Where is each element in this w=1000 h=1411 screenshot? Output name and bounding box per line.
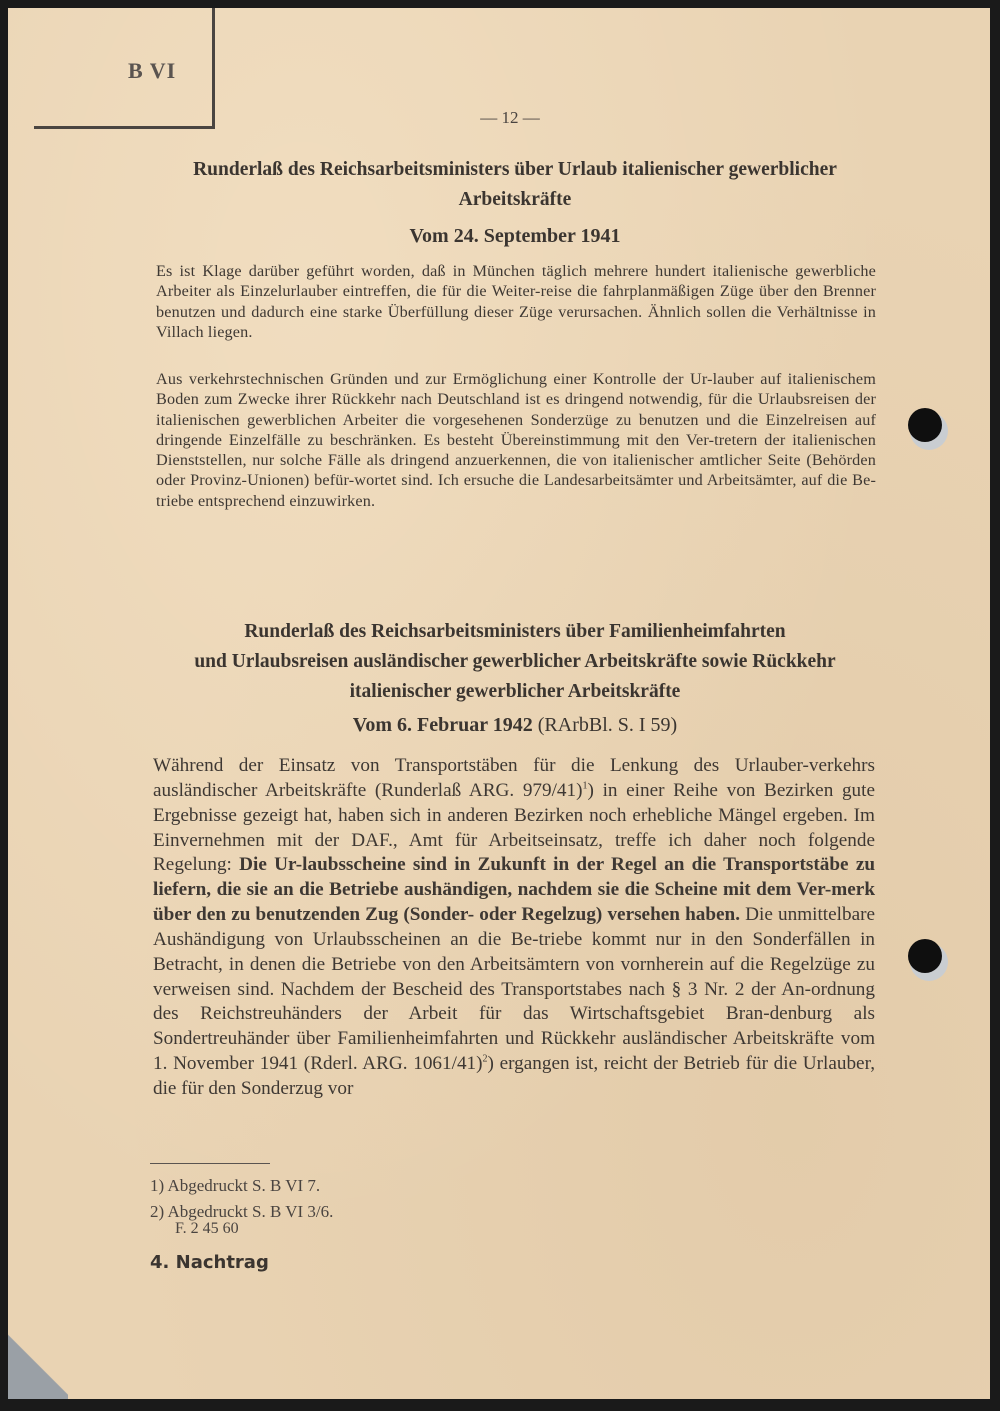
footnote-1 [150, 1175, 320, 1197]
decree1-title-line2: Arbeitskräfte [458, 189, 572, 210]
decree1-date: Vom 24. September 1941 [409, 225, 621, 247]
decree2-text-part2: ) in einer Reihe von Bezirken gute Ergebnisse gezeigt hat, haben sich in anderen Bezirken noch erhebliche Mängel ergeben. Im Einvernehmen mit der DAF., Amt für Arbeitseinsatz, treffe ich daher noch folgende Regelung: [153, 779, 875, 876]
decree2-text-part1: Während der Einsatz von Transportstäben für die Lenkung des Urlauber-verkehrs ausländischer Arbeitskräfte (Runderlaß ARG. 979/41) [153, 755, 875, 801]
punch-hole-icon [908, 939, 942, 973]
page-corner-fold [8, 1329, 68, 1399]
decree1-paragraph2: Aus verkehrstechnischen Gründen und zur Ermöglichung einer Kontrolle der Ur-lauber auf italienischem Boden zum Zwecke ihrer Rückkehr nach Deutschland ist es dringend notwendig, für die Urlaubsreisen der italienischen gewerblichen Arbeiter die vorgesehenen Sonderzüge zu benutzen und die Einzelreisen auf dringende Einzelfälle zu beschränken. Es besteht Übereinstimmung mit den Ver-tretern der italienischen Dienststellen, nur solche Fälle als dringend anzuerkennen, die von italienischer amtlicher Seite (Behörden oder Provinz-Unionen) befür-wortet sind. Ich ersuche die Landesarbeitsämter und Arbeitsämter, auf die Be-triebe entsprechend einzuwirken. [156, 370, 876, 510]
decree2-text-bold: Die Ur-laubsscheine sind in Zukunft in der Regel an die Transportstäbe zu liefern, die sie an die Betriebe aushändigen, nachdem sie die Scheine mit dem Ver-merk über den zu benutzenden Zug (Sonder- oder Regelzug) versehen haben. [153, 854, 876, 926]
section-tab-label: B VI [128, 58, 177, 83]
decree2-title-line1: Runderlaß des Reichsarbeitsministers über Familienheimfahrten [244, 621, 786, 642]
decree2-text-part3: Die unmittelbare Aushändigung von Urlaubsscheinen an die Be-triebe kommt nur in den Sonderfällen in Betracht, in denen die Betriebe von den Arbeitsämtern von vornherein auf die Regelzüge zu verweisen sind. Nachdem der Bescheid des Transportstabes nach § 3 Nr. 2 der An-ordnung des Reichstreuhänders der Arbeit für das Wirtschaftsgebiet Bran-denburg als Sondertreuhänder über Familienheimfahrten und Rückkehr ausländischer Arbeitskräfte vom 1. November 1941 (Rderl. ARG. 1061/41) [153, 904, 875, 1075]
decree2-title-line2: und Urlaubsreisen ausländischer gewerblicher Arbeitskräfte sowie Rückkehr [194, 651, 836, 672]
footnote-ref-2: 2 [482, 1053, 488, 1065]
decree1-title-line1: Runderlaß des Reichsarbeitsministers über Urlaub italienischer gewerblicher [193, 159, 837, 180]
footnote-ref-1: 1 [582, 780, 588, 792]
page-number: — 12 — [480, 108, 540, 127]
decree2-date-reference: (RArbBl. S. I 59) [537, 714, 678, 736]
file-reference: F. 2 45 60 [175, 1220, 239, 1237]
decree2-text-part4: ) ergangen ist, reicht der Betrieb für die Urlauber, die für den Sonderzug vor [153, 1053, 875, 1099]
footnote-2-text: Abgedruckt S. B VI 3/6. [167, 1202, 334, 1221]
punch-hole-icon [908, 408, 942, 442]
decree2-title-line3: italienischer gewerblicher Arbeitskräfte [349, 681, 681, 702]
decree2-title [140, 617, 890, 707]
decree1-title [140, 155, 890, 215]
footnote-1-mark: 1) [150, 1176, 165, 1195]
decree1-paragraph1: Es ist Klage darüber geführt worden, daß in München täglich mehrere hundert italienische gewerbliche Arbeiter als Einzelurlauber eintreffen, die für die Weiter-reise die fahrplanmäßigen Züge über den Brenner benutzen und dadurch eine starke Überfüllung dieser Züge verursachen. Ähnlich sollen die Verhältnisse in Villach liegen. [156, 262, 876, 341]
footnote-divider [150, 1163, 270, 1164]
decree2-date-text: Vom 6. Februar 1942 [352, 714, 533, 736]
footnote-1-text: Abgedruckt S. B VI 7. [167, 1176, 321, 1195]
footnote-2-mark: 2) [150, 1202, 165, 1221]
supplement-label: 4. Nachtrag [150, 1252, 269, 1273]
decree2-date [140, 710, 890, 740]
decree2-paragraph [153, 754, 875, 1102]
